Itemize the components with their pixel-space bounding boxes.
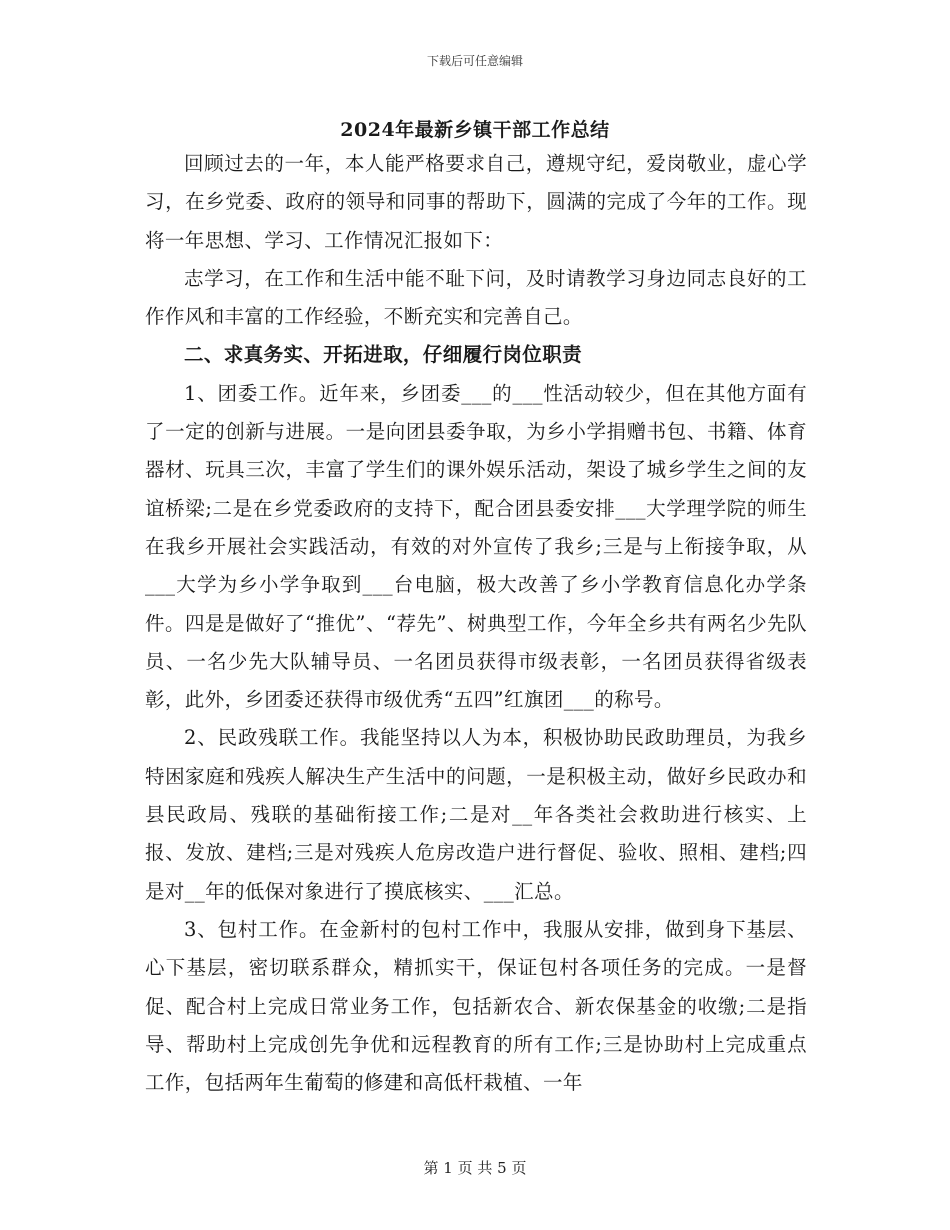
section-heading: 二、求真务实、开拓进取，仔细履行岗位职责 [184,343,583,367]
paragraph-village-work: 3、包村工作。在金新村的包村工作中，我服从安排，做到身下基层、心下基层，密切联系群众，精抓实干，保证包村各项任务的完成。一是督促、配合村上完成日常业务工作，包括新农合、新农保基金的收缴;二是指导、帮助村上完成创先争优和远程教育的所有工作;三是协助村上完成重点工作，包括两年生葡萄的修建和高低杆栽植、一年 [145,917,807,1095]
paragraph-study: 志学习，在工作和生活中能不耻下问，及时请教学习身边同志良好的工作作风和丰富的工作经验，不断充实和完善自己。 [145,266,807,329]
paragraph-civil-affairs: 2、民政残联工作。我能坚持以人为本，积极协助民政助理员，为我乡特困家庭和残疾人解决生产生活中的问题，一是积极主动，做好乡民政办和县民政局、残联的基础衔接工作;二是对__年各类社会救助进行核实、上报、发放、建档;三是对残疾人危房改造户进行督促、验收、照相、建档;四是对__年的低保对象进行了摸底核实、___汇总。 [145,726,807,903]
document-body [145,145,807,1102]
paragraph-intro: 回顾过去的一年，本人能严格要求自己，遵规守纪，爱岗敬业，虚心学习，在乡党委、政府的领导和同事的帮助下，圆满的完成了今年的工作。现将一年思想、学习、工作情况汇报如下： [145,152,807,252]
page-header: 下载后可任意编辑 [426,54,523,68]
page-footer: 第 1 页 共 5 页 [423,1159,527,1177]
paragraph-league-work: 1、团委工作。近年来，乡团委___的___性活动较少，但在其他方面有了一定的创新与进展。一是向团县委争取，为乡小学捐赠书包、书籍、体育器材、玩具三次，丰富了学生们的课外娱乐活动，架设了城乡学生之间的友谊桥梁;二是在乡党委政府的支持下，配合团县委安排___大学理学院的师生在我乡开展社会实践活动，有效的对外宣传了我乡;三是与上衔接争取，从___大学为乡小学争取到___台电脑，极大改善了乡小学教育信息化办学条件。四是是做好了“推优”、“荐先”、树典型工作，今年全乡共有两名少先队员、一名少先大队辅导员、一名团员获得市级表彰，一名团员获得省级表彰，此外，乡团委还获得市级优秀“五四”红旗团___的称号。 [145,381,807,712]
document-title: 2024年最新乡镇干部工作总结 [340,119,610,141]
